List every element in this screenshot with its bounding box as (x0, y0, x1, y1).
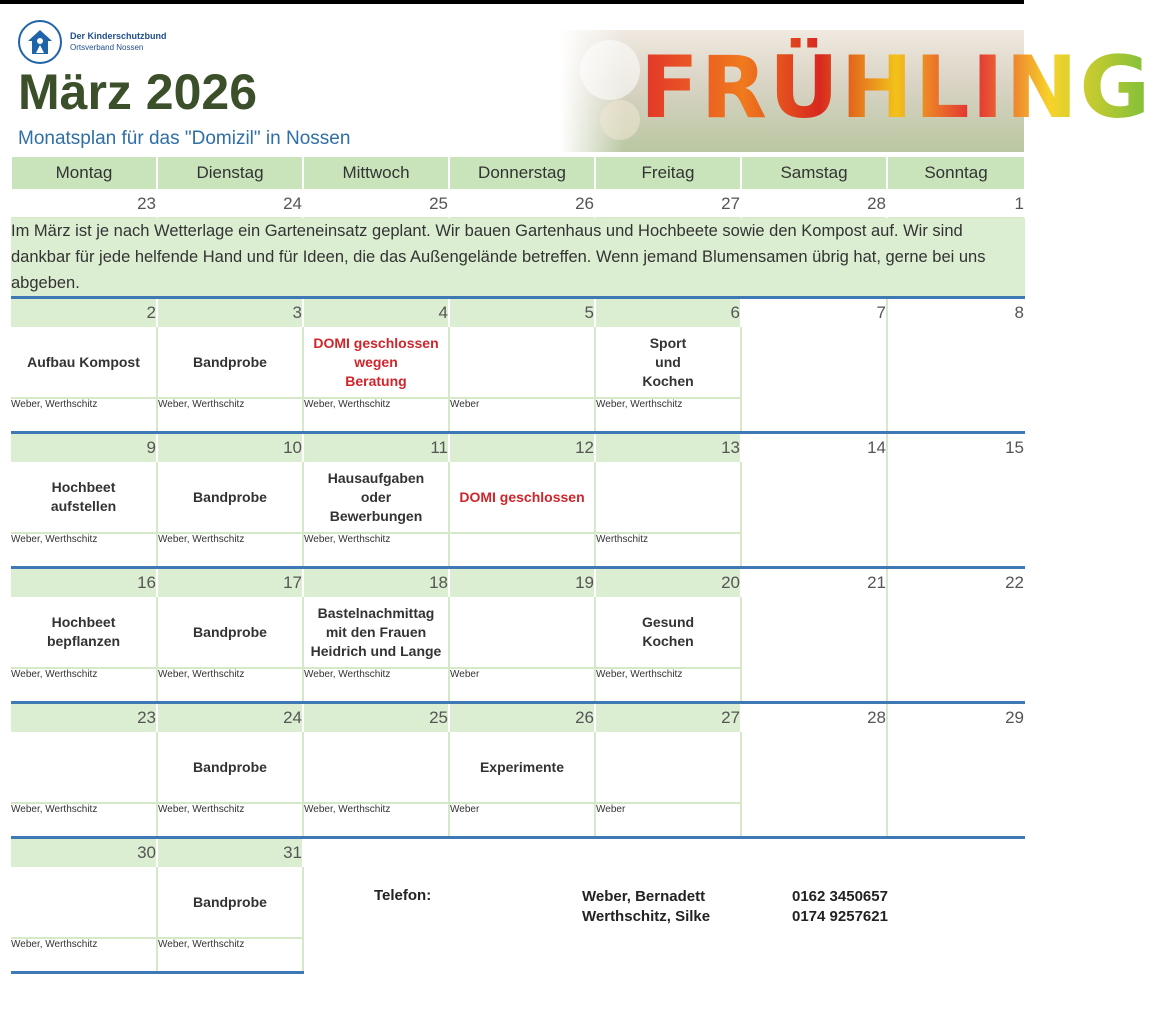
day-number: 3 (157, 299, 303, 327)
notice-text: Im März ist je nach Wetterlage ein Garteneinsatz geplant. Wir bauen Gartenhaus und Hochbeete sowie den Kompost auf. Wir sind dankbar für jede helfende Hand und für Ideen, die das Außengelände betreffen. Wenn jemand Blumensamen übrig hat, gerne bei uns abgeben. (11, 218, 1025, 297)
house-logo-icon (18, 20, 62, 64)
week-1-days (11, 299, 1025, 327)
day-number: 15 (887, 434, 1025, 566)
activity: Bandprobe (157, 597, 303, 668)
weekday-label: Samstag (741, 156, 887, 190)
contact-phone: 0162 3450657 (792, 888, 888, 905)
day-number: 27 (595, 704, 741, 732)
activity (11, 867, 157, 938)
day-number: 24 (157, 704, 303, 732)
day-number: 2 (11, 299, 157, 327)
activity-closed: DOMI geschlossen wegen Beratung (303, 327, 449, 398)
weekday-label: Sonntag (887, 156, 1025, 190)
contact-name: Weber, Bernadett (582, 888, 706, 905)
week-4-days (11, 704, 1025, 732)
day-number: 1 (887, 190, 1025, 218)
prev-month-row (11, 190, 1025, 218)
activity: Hochbeet aufstellen (11, 462, 157, 533)
day-number: 26 (449, 190, 595, 218)
day-number: 22 (887, 569, 1025, 701)
org-name: Der Kinderschutzbund (70, 31, 167, 41)
staff: Weber, Werthschitz (303, 533, 449, 566)
day-number: 25 (303, 704, 449, 732)
activity (449, 597, 595, 668)
staff: Weber, Werthschitz (11, 938, 157, 973)
activity: Hochbeet bepflanzen (11, 597, 157, 668)
day-number: 21 (741, 569, 887, 701)
staff: Weber, Werthschitz (303, 803, 449, 836)
weekday-header (11, 156, 1025, 190)
staff: Werthschitz (595, 533, 741, 566)
day-number: 11 (303, 434, 449, 462)
activity (595, 462, 741, 533)
day-number: 14 (741, 434, 887, 566)
contact-name: Werthschitz, Silke (582, 908, 711, 925)
weekday-label: Dienstag (157, 156, 303, 190)
day-number: 7 (741, 299, 887, 431)
activity: Gesund Kochen (595, 597, 741, 668)
day-number: 24 (157, 190, 303, 218)
day-number: 20 (595, 569, 741, 597)
day-number: 29 (887, 704, 1025, 836)
activity: Bandprobe (157, 867, 303, 938)
activity (11, 732, 157, 803)
week-5-days (11, 839, 1025, 867)
activity: Bandprobe (157, 732, 303, 803)
staff: Weber, Werthschitz (595, 398, 741, 431)
weekday-label: Mittwoch (303, 156, 449, 190)
staff (449, 533, 595, 566)
day-number: 5 (449, 299, 595, 327)
staff: Weber, Werthschitz (11, 668, 157, 701)
day-number: 23 (11, 704, 157, 732)
org-branch: Ortsverband Nossen (70, 43, 144, 52)
notice-row (11, 218, 1025, 297)
spring-banner (560, 30, 1152, 152)
activity: Aufbau Kompost (11, 327, 157, 398)
staff: Weber, Werthschitz (11, 533, 157, 566)
activity (449, 327, 595, 398)
week-3-days (11, 569, 1025, 597)
weekday-label: Montag (11, 156, 157, 190)
day-number: 16 (11, 569, 157, 597)
staff: Weber, Werthschitz (595, 668, 741, 701)
day-number: 25 (303, 190, 449, 218)
day-number: 30 (11, 839, 157, 867)
staff: Weber, Werthschitz (303, 668, 449, 701)
staff: Weber, Werthschitz (157, 533, 303, 566)
activity: Hausaufgaben oder Bewerbungen (303, 462, 449, 533)
staff: Weber (449, 398, 595, 431)
activity: Bandprobe (157, 327, 303, 398)
weekday-label: Donnerstag (449, 156, 595, 190)
contact-phone: 0174 9257621 (792, 908, 888, 925)
day-number: 8 (887, 299, 1025, 431)
day-number: 28 (741, 190, 887, 218)
page-title: März 2026 (18, 64, 258, 120)
staff: Weber, Werthschitz (157, 398, 303, 431)
staff: Weber, Werthschitz (303, 398, 449, 431)
page-subtitle: Monatsplan für das "Domizil" in Nossen (18, 128, 351, 149)
banner-text: FRÜHLING (640, 38, 1152, 138)
day-number: 13 (595, 434, 741, 462)
activity (595, 732, 741, 803)
weekday-label: Freitag (595, 156, 741, 190)
staff: Weber, Werthschitz (157, 668, 303, 701)
day-number: 26 (449, 704, 595, 732)
day-number: 23 (11, 190, 157, 218)
day-number: 10 (157, 434, 303, 462)
day-number: 6 (595, 299, 741, 327)
contact-block (303, 839, 1025, 973)
day-number: 9 (11, 434, 157, 462)
top-border (0, 0, 1024, 4)
day-number: 19 (449, 569, 595, 597)
calendar-table (10, 155, 1026, 974)
staff: Weber (449, 668, 595, 701)
activity: Experimente (449, 732, 595, 803)
staff: Weber, Werthschitz (157, 938, 303, 973)
day-number: 18 (303, 569, 449, 597)
contact-label: Telefon: (374, 887, 432, 904)
day-number: 27 (595, 190, 741, 218)
day-number: 31 (157, 839, 303, 867)
staff: Weber, Werthschitz (157, 803, 303, 836)
day-number: 12 (449, 434, 595, 462)
staff: Weber (449, 803, 595, 836)
staff: Weber (595, 803, 741, 836)
activity (303, 732, 449, 803)
day-number: 28 (741, 704, 887, 836)
day-number: 4 (303, 299, 449, 327)
activity: Sport und Kochen (595, 327, 741, 398)
staff: Weber, Werthschitz (11, 398, 157, 431)
activity-closed: DOMI geschlossen (449, 462, 595, 533)
staff: Weber, Werthschitz (11, 803, 157, 836)
day-number: 17 (157, 569, 303, 597)
activity: Bandprobe (157, 462, 303, 533)
org-logo (18, 20, 167, 64)
week-2-days (11, 434, 1025, 462)
activity: Bastelnachmittag mit den Frauen Heidrich und Lange (303, 597, 449, 668)
